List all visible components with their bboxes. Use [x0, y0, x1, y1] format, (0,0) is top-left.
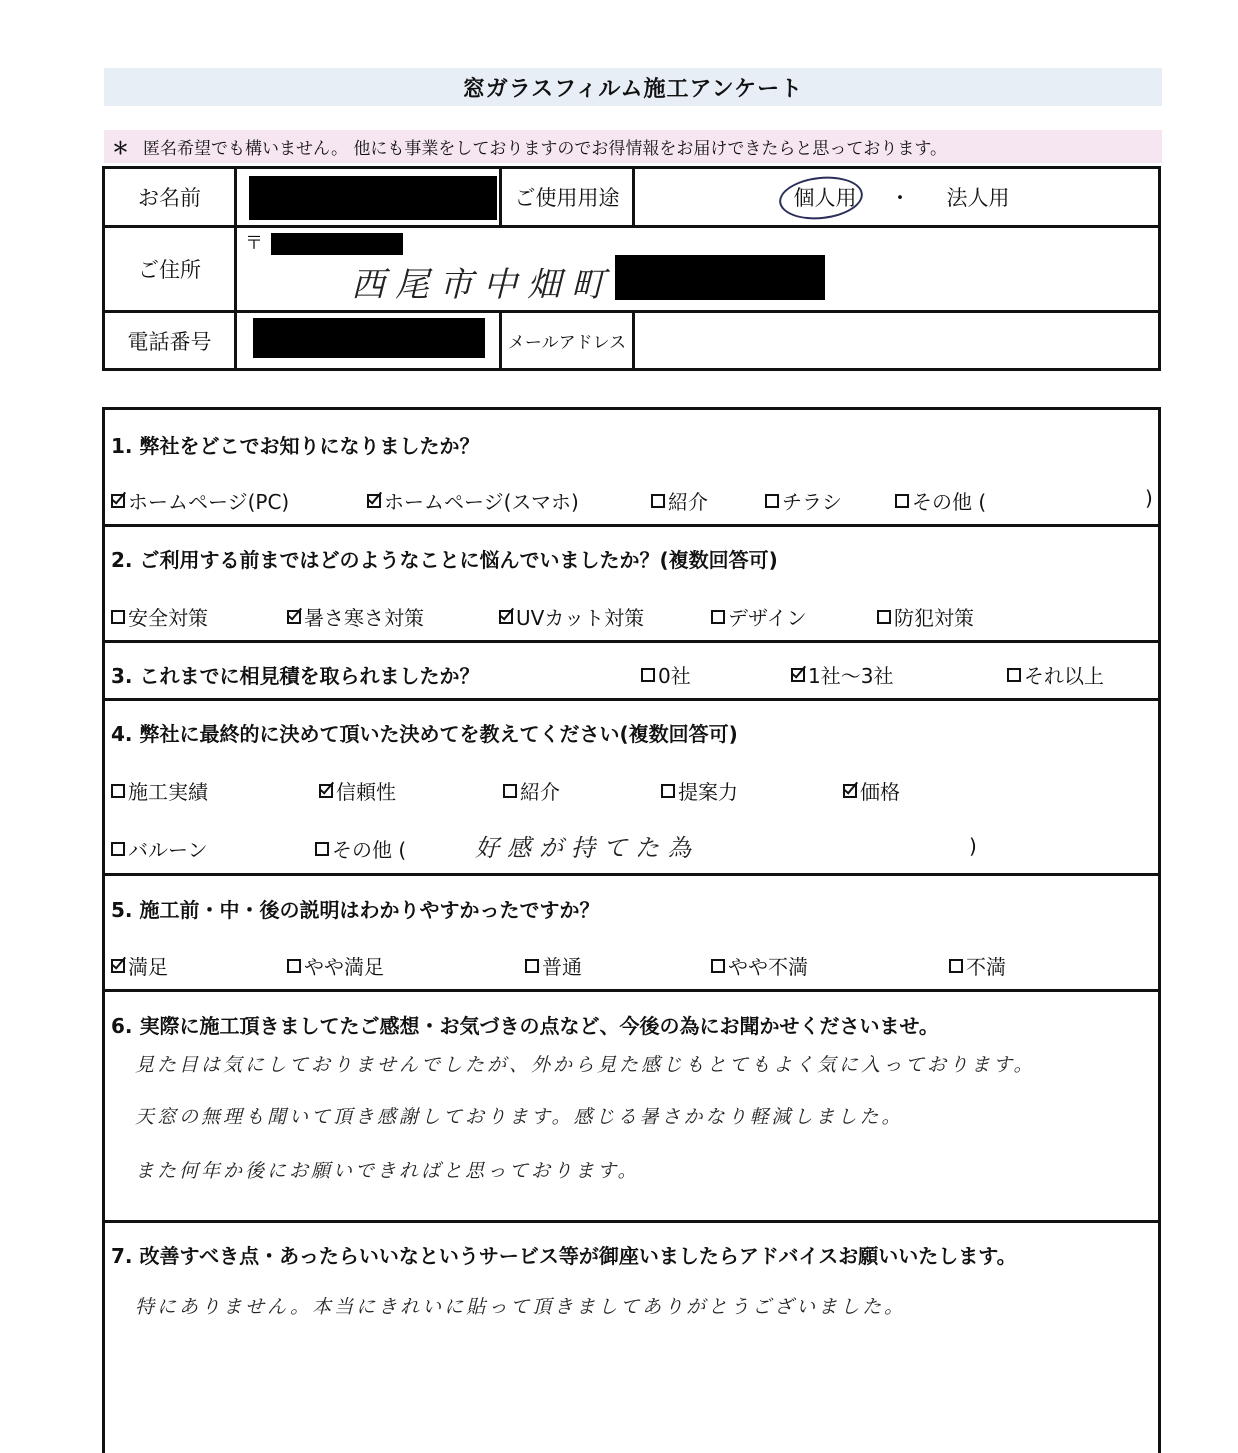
q2-option-uv[interactable] — [499, 602, 644, 631]
checkbox-icon[interactable] — [111, 842, 125, 856]
email-label: メールアドレス — [507, 333, 627, 353]
checkbox-icon[interactable] — [111, 784, 125, 798]
name-redaction — [249, 176, 497, 220]
address-label: ご住所 — [138, 258, 201, 282]
option-label: 紹介 — [668, 490, 708, 514]
option-label: 不満 — [966, 955, 1006, 979]
q5-option-somewhat-satisfied[interactable] — [287, 951, 384, 980]
checkbox-icon[interactable] — [503, 784, 517, 798]
q4-option-proposal[interactable] — [661, 776, 738, 805]
contact-table — [102, 166, 1161, 371]
notice-banner — [104, 130, 1162, 163]
name-label: お名前 — [138, 186, 201, 210]
question-3-label: 3. これまでに相見積を取られましたか？ — [111, 664, 480, 688]
q5-option-somewhat-dissatisfied[interactable] — [711, 951, 808, 980]
option-label: 普通 — [542, 955, 582, 979]
question-6-label: 6. 実際に施工頂きましてたご感想・お気づきの点など、今後の為にお聞かせくださいませ。 — [111, 1014, 939, 1038]
q1-option-other[interactable] — [895, 486, 986, 515]
checkbox-icon[interactable] — [287, 959, 301, 973]
postal-redaction — [271, 233, 403, 255]
option-label: UVカット対策 — [516, 606, 645, 630]
q2-option-design[interactable] — [711, 602, 807, 631]
checkbox-icon[interactable] — [111, 494, 125, 508]
address-redaction — [615, 255, 825, 300]
question-2-label: 2. ご利用する前まではどのようなことに悩んでいましたか？(複数回答可) — [111, 548, 778, 572]
checkbox-icon[interactable] — [315, 842, 329, 856]
survey-table — [102, 407, 1161, 1453]
option-label: 暑さ寒さ対策 — [304, 606, 424, 630]
survey-title: 窓ガラスフィルム施工アンケート — [104, 68, 1162, 106]
notice-text: 匿名希望でも構いません。 他にも事業をしておりますのでお得情報をお届けできたらと思っております。 — [143, 139, 948, 159]
q6-answer-line: また何年か後にお願いできればと思っております。 — [135, 1160, 640, 1182]
usage-corporate-option[interactable]: 法人用 — [946, 186, 1010, 210]
checkbox-icon[interactable] — [499, 610, 513, 624]
option-label: やや不満 — [728, 955, 808, 979]
option-label: やや満足 — [304, 955, 384, 979]
q4-option-price[interactable] — [843, 776, 900, 805]
checkbox-icon[interactable] — [765, 494, 779, 508]
q5-option-neutral[interactable] — [525, 951, 582, 980]
option-label: 信頼性 — [336, 780, 396, 804]
q3-option-0[interactable] — [641, 660, 691, 689]
checkbox-icon[interactable] — [791, 668, 805, 682]
q2-option-heat-cold[interactable] — [287, 602, 424, 631]
option-label: 0社 — [658, 664, 691, 688]
q2-option-safety[interactable] — [111, 602, 208, 631]
checkbox-icon[interactable] — [319, 784, 333, 798]
q7-answer-line: 特にありません。本当にきれいに貼って頂きましてありがとうございました。 — [135, 1296, 907, 1318]
option-label: 紹介 — [520, 780, 560, 804]
option-label: デザイン — [728, 606, 807, 630]
option-label: 満足 — [128, 955, 168, 979]
q4-option-balloon[interactable] — [111, 834, 208, 863]
checkbox-icon[interactable] — [711, 959, 725, 973]
q1-option-homepage-sp[interactable] — [367, 486, 579, 515]
option-label: その他 ( — [912, 490, 987, 514]
question-5-label: 5. 施工前・中・後の説明はわかりやすかったですか？ — [111, 898, 600, 922]
q4-option-track-record[interactable] — [111, 776, 208, 805]
q6-answer-line: 天窓の無理も聞いて頂き感謝しております。感じる暑さかなり軽減しました。 — [135, 1106, 904, 1128]
option-label: 1社～3社 — [808, 664, 894, 688]
option-label: ホームページ(PC) — [128, 490, 290, 514]
option-label: チラシ — [782, 490, 842, 514]
q1-close-paren: ) — [1145, 486, 1153, 510]
option-label: その他 ( — [332, 838, 407, 862]
q4-close-paren: ) — [969, 834, 977, 858]
checkbox-icon[interactable] — [895, 494, 909, 508]
usage-separator: ・ — [889, 186, 911, 210]
usage-personal-option[interactable]: 個人用 — [793, 186, 857, 210]
usage-label: ご使用用途 — [514, 186, 620, 210]
option-label: 施工実績 — [128, 780, 208, 804]
q6-answer-line: 見た目は気にしておりませんでしたが、外から見た感じもとてもよく気に入っております。 — [135, 1054, 1036, 1076]
checkbox-icon[interactable] — [641, 668, 655, 682]
checkbox-icon[interactable] — [287, 610, 301, 624]
checkbox-icon[interactable] — [877, 610, 891, 624]
checkbox-icon[interactable] — [525, 959, 539, 973]
option-label: それ以上 — [1024, 664, 1104, 688]
option-label: バルーン — [128, 838, 208, 862]
q4-option-reliability[interactable] — [319, 776, 396, 805]
checkbox-icon[interactable] — [1007, 668, 1021, 682]
q3-option-1-3[interactable] — [791, 660, 893, 689]
q5-option-dissatisfied[interactable] — [949, 951, 1006, 980]
q4-other-answer: 好感が持てた為 — [475, 834, 699, 862]
q1-option-flyer[interactable] — [765, 486, 842, 515]
q4-option-referral[interactable] — [503, 776, 560, 805]
address-value: 西尾市中畑町 — [351, 265, 615, 305]
q1-option-referral[interactable] — [651, 486, 708, 515]
checkbox-icon[interactable] — [949, 959, 963, 973]
question-4-label: 4. 弊社に最終的に決めて頂いた決めてを教えてください(複数回答可) — [111, 722, 738, 746]
checkbox-icon[interactable] — [661, 784, 675, 798]
checkbox-icon[interactable] — [651, 494, 665, 508]
option-label: 価格 — [860, 780, 900, 804]
checkbox-icon[interactable] — [367, 494, 381, 508]
question-1-label: 1. 弊社をどこでお知りになりましたか？ — [111, 434, 480, 458]
q2-option-security[interactable] — [877, 602, 974, 631]
q4-option-other[interactable] — [315, 834, 406, 863]
q1-option-homepage-pc[interactable] — [111, 486, 289, 515]
q3-option-more[interactable] — [1007, 660, 1104, 689]
option-label: 提案力 — [678, 780, 738, 804]
phone-label: 電話番号 — [127, 329, 212, 354]
option-label: 防犯対策 — [894, 606, 974, 630]
checkbox-icon[interactable] — [843, 784, 857, 798]
option-label: ホームページ(スマホ) — [384, 490, 579, 514]
checkbox-icon[interactable] — [111, 959, 125, 973]
checkbox-icon[interactable] — [711, 610, 725, 624]
notice-mark: ＊ — [112, 139, 129, 159]
postal-mark: 〒 — [245, 233, 263, 254]
phone-redaction — [253, 318, 485, 358]
option-label: 安全対策 — [128, 606, 208, 630]
q5-option-satisfied[interactable] — [111, 951, 168, 980]
question-7-label: 7. 改善すべき点・あったらいいなというサービス等が御座いましたらアドバイスお願いいたします。 — [111, 1244, 1017, 1268]
checkbox-icon[interactable] — [111, 610, 125, 624]
